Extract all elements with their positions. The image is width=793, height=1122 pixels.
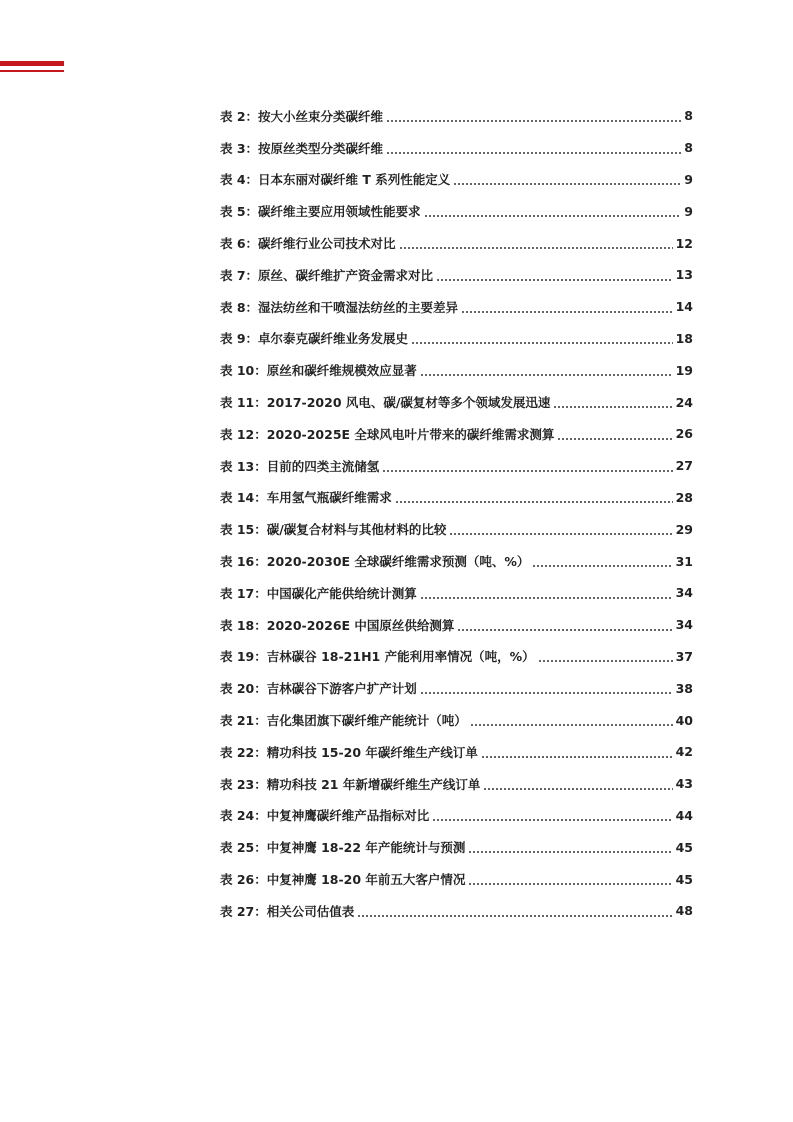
- toc-leader-dots: [386, 111, 681, 125]
- toc-entry-page-number: 38: [673, 681, 693, 696]
- toc-leader-dots: [468, 842, 672, 856]
- toc-entry-page-number: 48: [673, 903, 693, 918]
- toc-entry-page-number: 18: [673, 331, 693, 346]
- toc-leader-dots: [538, 651, 673, 665]
- toc-entry-page-number: 45: [673, 872, 693, 887]
- toc-entry-title: 表 26：中复神鹰 18-20 年前五大客户情况: [220, 870, 468, 888]
- toc-entry-title: 表 17：中国碳化产能供给统计测算: [220, 584, 420, 602]
- toc-entry[interactable]: [220, 672, 693, 704]
- toc-entry-title: 表 18：2020-2026E 中国原丝供给测算: [220, 616, 457, 634]
- toc-entry-title: 表 23：精功科技 21 年新增碳纤维生产线订单: [220, 775, 483, 793]
- toc-entry-title: 表 25：中复神鹰 18-22 年产能统计与预测: [220, 838, 468, 856]
- toc-entry-title: 表 2：按大小丝束分类碳纤维: [220, 107, 386, 125]
- toc-entry[interactable]: [220, 768, 693, 800]
- toc-entry[interactable]: [220, 736, 693, 768]
- toc-leader-dots: [432, 810, 672, 824]
- toc-entry[interactable]: [220, 195, 693, 227]
- toc-entry-title: 表 22：精功科技 15-20 年碳纤维生产线订单: [220, 743, 481, 761]
- toc-entry[interactable]: [220, 482, 693, 514]
- toc-leader-dots: [420, 365, 673, 379]
- toc-entry[interactable]: [220, 418, 693, 450]
- toc-entry-page-number: 24: [673, 395, 693, 410]
- toc-entry-title: 表 21：吉化集团旗下碳纤维产能统计（吨）: [220, 711, 470, 729]
- toc-entry-page-number: 12: [673, 236, 693, 251]
- toc-entry[interactable]: [220, 831, 693, 863]
- toc-entry[interactable]: [220, 259, 693, 291]
- toc-leader-dots: [386, 143, 681, 157]
- toc-entry-page-number: 28: [673, 490, 693, 505]
- toc-leader-dots: [399, 238, 673, 252]
- toc-leader-dots: [420, 588, 673, 602]
- toc-leader-dots: [436, 270, 673, 284]
- toc-leader-dots: [483, 779, 672, 793]
- toc-entry-title: 表 24：中复神鹰碳纤维产品指标对比: [220, 806, 432, 824]
- header-accent-line: [0, 70, 64, 72]
- toc-entry-page-number: 45: [673, 840, 693, 855]
- toc-entry-title: 表 5：碳纤维主要应用领域性能要求: [220, 202, 424, 220]
- toc-entry[interactable]: [220, 577, 693, 609]
- toc-entry-title: 表 7：原丝、碳纤维扩产资金需求对比: [220, 266, 436, 284]
- toc-leader-dots: [553, 397, 672, 411]
- toc-entry-title: 表 8：湿法纺丝和干喷湿法纺丝的主要差异: [220, 298, 461, 316]
- toc-leader-dots: [411, 333, 673, 347]
- toc-entry-page-number: 9: [681, 172, 693, 187]
- toc-entry-title: 表 14：车用氢气瓶碳纤维需求: [220, 488, 395, 506]
- toc-leader-dots: [532, 556, 672, 570]
- toc-leader-dots: [461, 302, 673, 316]
- toc-entry[interactable]: [220, 323, 693, 355]
- toc-entry-title: 表 6：碳纤维行业公司技术对比: [220, 234, 399, 252]
- toc-entry-page-number: 29: [673, 522, 693, 537]
- toc-leader-dots: [357, 906, 672, 920]
- toc-entry[interactable]: [220, 800, 693, 832]
- toc-entry-title: 表 16：2020-2030E 全球碳纤维需求预测（吨、%）: [220, 552, 532, 570]
- toc-entry[interactable]: [220, 609, 693, 641]
- toc-entry-title: 表 20：吉林碳谷下游客户扩产计划: [220, 679, 420, 697]
- toc-entry-page-number: 34: [673, 617, 693, 632]
- toc-entry[interactable]: [220, 100, 693, 132]
- toc-entry-title: 表 11：2017-2020 风电、碳/碳复材等多个领域发展迅速: [220, 393, 553, 411]
- toc-entry[interactable]: [220, 704, 693, 736]
- toc-entry-page-number: 42: [673, 744, 693, 759]
- toc-entry-page-number: 8: [681, 108, 693, 123]
- toc-entry[interactable]: [220, 386, 693, 418]
- toc-leader-dots: [481, 747, 673, 761]
- toc-entry-title: 表 4：日本东丽对碳纤维 T 系列性能定义: [220, 170, 453, 188]
- toc-entry[interactable]: [220, 354, 693, 386]
- toc-entry-title: 表 12：2020-2025E 全球风电叶片带来的碳纤维需求测算: [220, 425, 557, 443]
- toc-entry-page-number: 13: [673, 267, 693, 282]
- toc-entry-page-number: 31: [673, 554, 693, 569]
- toc-entry-title: 表 19：吉林碳谷 18-21H1 产能利用率情况（吨，%）: [220, 647, 538, 665]
- toc-entry-title: 表 9：卓尔泰克碳纤维业务发展史: [220, 329, 411, 347]
- toc-entry[interactable]: [220, 164, 693, 196]
- toc-entry[interactable]: [220, 227, 693, 259]
- header-accent-bar: [0, 61, 64, 66]
- toc-entry-title: 表 27：相关公司估值表: [220, 902, 357, 920]
- toc-entry-page-number: 43: [673, 776, 693, 791]
- toc-entry[interactable]: [220, 132, 693, 164]
- toc-leader-dots: [557, 429, 672, 443]
- toc-entry[interactable]: [220, 513, 693, 545]
- toc-leader-dots: [468, 874, 672, 888]
- toc-entry[interactable]: [220, 895, 693, 927]
- toc-entry-page-number: 19: [673, 363, 693, 378]
- toc-entry[interactable]: [220, 641, 693, 673]
- toc-leader-dots: [449, 524, 672, 538]
- toc-entry-page-number: 27: [673, 458, 693, 473]
- toc-entry-page-number: 40: [673, 713, 693, 728]
- toc-entry-page-number: 44: [673, 808, 693, 823]
- toc-entry-title: 表 13：目前的四类主流储氢: [220, 457, 382, 475]
- toc-entry[interactable]: [220, 450, 693, 482]
- toc-entry-title: 表 3：按原丝类型分类碳纤维: [220, 139, 386, 157]
- toc-entry-page-number: 8: [681, 140, 693, 155]
- toc-entry[interactable]: [220, 545, 693, 577]
- table-of-tables: [220, 100, 693, 927]
- toc-entry-title: 表 15：碳/碳复合材料与其他材料的比较: [220, 520, 449, 538]
- toc-entry-title: 表 10：原丝和碳纤维规模效应显著: [220, 361, 420, 379]
- toc-entry-page-number: 14: [673, 299, 693, 314]
- toc-entry[interactable]: [220, 291, 693, 323]
- toc-leader-dots: [424, 206, 682, 220]
- toc-entry[interactable]: [220, 863, 693, 895]
- toc-leader-dots: [382, 461, 672, 475]
- toc-leader-dots: [395, 492, 673, 506]
- toc-leader-dots: [453, 174, 681, 188]
- toc-entry-page-number: 9: [681, 204, 693, 219]
- toc-entry-page-number: 34: [673, 585, 693, 600]
- toc-entry-page-number: 26: [673, 426, 693, 441]
- toc-leader-dots: [470, 715, 673, 729]
- toc-entry-page-number: 37: [673, 649, 693, 664]
- toc-leader-dots: [457, 620, 672, 634]
- toc-leader-dots: [420, 683, 673, 697]
